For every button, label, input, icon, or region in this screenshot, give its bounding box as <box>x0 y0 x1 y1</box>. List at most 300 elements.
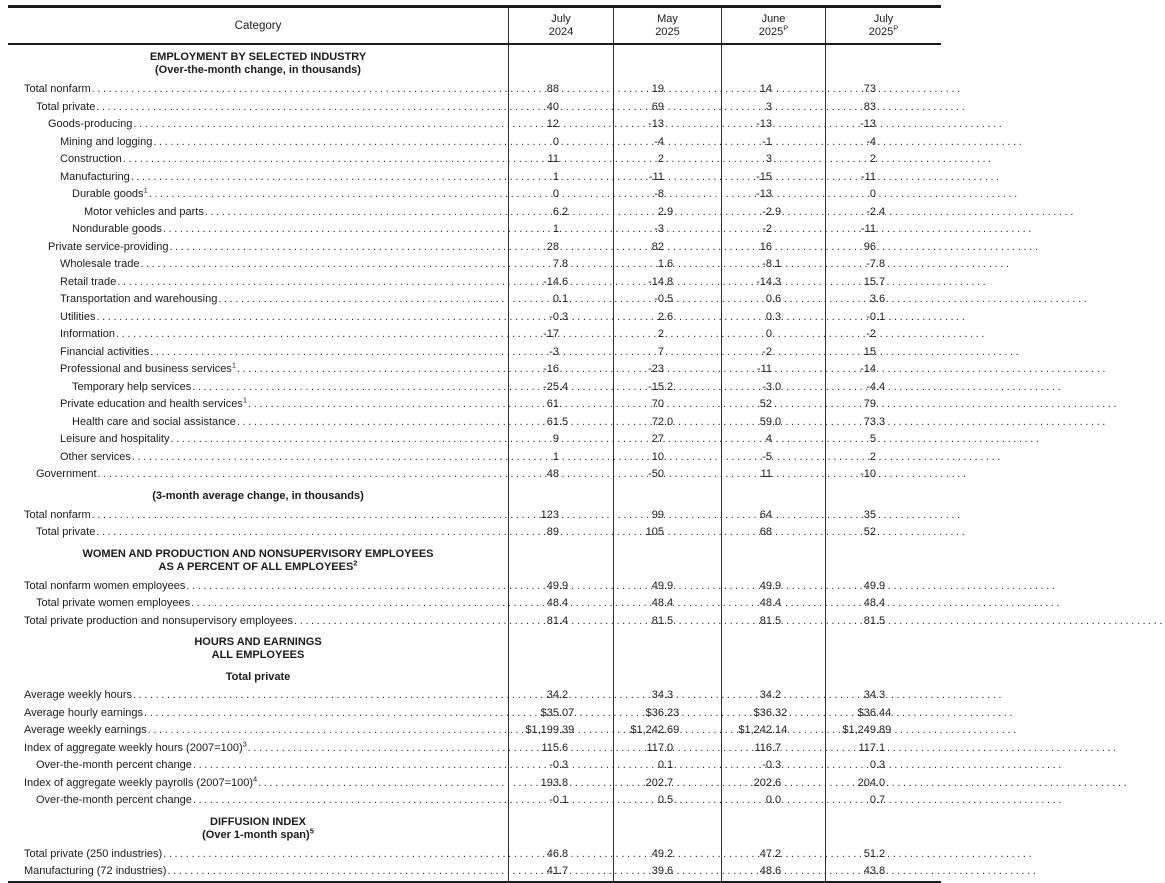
value-decimal-part: .2 <box>876 847 886 860</box>
value-cell <box>613 466 721 484</box>
row-label: Total private women employees <box>36 597 191 609</box>
row-label: Durable goods$^1$ <box>72 185 148 200</box>
value-cell <box>613 687 721 705</box>
period-column-header <box>721 8 825 43</box>
value-integer-part: 204 <box>857 776 876 789</box>
value-integer-part: 89 <box>546 526 559 538</box>
row-category-cell <box>8 578 508 596</box>
period-line1: June <box>761 13 786 25</box>
value-integer-part: 1 <box>552 223 559 235</box>
row-label: Other services <box>60 450 131 463</box>
row-category-cell <box>8 613 508 631</box>
value-cell <box>721 705 825 723</box>
value-integer-part: -2 <box>866 328 876 340</box>
section-heading-line: ALL EMPLOYEES <box>211 649 305 661</box>
row-label: Utilities <box>60 310 96 323</box>
table-body <box>8 45 941 881</box>
value-cell <box>613 45 721 81</box>
value-cell <box>613 810 721 846</box>
value-decimal-part: .4 <box>559 597 569 609</box>
row-label: Total private (250 industries) <box>24 847 163 860</box>
value-integer-part: 61 <box>546 398 559 410</box>
period-column-header <box>825 8 941 43</box>
footnote-marker: 3 <box>242 738 247 748</box>
row-category-cell <box>8 274 508 292</box>
row-category-cell <box>8 291 508 309</box>
value-integer-part: 193 <box>540 776 559 789</box>
value-integer-part: 11 <box>760 468 772 480</box>
value-decimal-part: .4 <box>876 205 886 218</box>
section-heading-row <box>8 542 941 578</box>
value-cell <box>825 722 941 740</box>
row-category-cell <box>8 396 508 414</box>
row-label: Health care and social assistance <box>72 415 236 428</box>
value-integer-part: 70 <box>651 398 664 410</box>
value-decimal-part: .6 <box>559 275 569 288</box>
value-cell <box>613 775 721 793</box>
value-cell <box>721 169 825 187</box>
value-cell <box>721 256 825 274</box>
value-cell <box>721 221 825 239</box>
value-decimal-part: .44 <box>876 706 892 719</box>
value-cell <box>613 542 721 578</box>
value-cell <box>613 414 721 432</box>
value-integer-part: 48 <box>651 597 664 609</box>
value-decimal-part: .6 <box>664 258 674 270</box>
value-decimal-part: .9 <box>876 579 886 592</box>
footnote-marker: P <box>893 22 899 32</box>
value-integer-part: 46 <box>546 847 559 860</box>
value-cell <box>613 757 721 775</box>
value-integer-part: -1 <box>762 135 772 148</box>
period-line2: 2024 <box>548 25 574 38</box>
value-cell <box>721 326 825 344</box>
value-integer-part: 47 <box>759 847 772 860</box>
value-cell <box>825 431 941 449</box>
value-cell <box>613 507 721 525</box>
value-integer-part: 105 <box>645 526 664 538</box>
value-cell <box>721 431 825 449</box>
row-category-cell <box>8 757 508 775</box>
value-cell <box>508 99 613 117</box>
table-row <box>8 291 941 309</box>
value-cell <box>721 542 825 578</box>
value-decimal-part: .5 <box>664 614 674 627</box>
value-integer-part: -14 <box>860 363 876 375</box>
value-integer-part: 3 <box>765 100 772 113</box>
value-decimal-part: .4 <box>664 597 674 609</box>
value-cell <box>825 524 941 542</box>
value-decimal-part: .5 <box>876 614 886 627</box>
value-cell <box>825 186 941 204</box>
value-integer-part: -13 <box>756 188 772 200</box>
value-integer-part: -14 <box>756 275 772 288</box>
value-cell <box>825 542 941 578</box>
value-decimal-part: .2 <box>664 847 674 860</box>
value-integer-part: 35 <box>863 508 876 521</box>
table-row <box>8 274 941 292</box>
table-row <box>8 846 941 864</box>
value-decimal-part: .9 <box>664 205 674 218</box>
value-cell <box>613 291 721 309</box>
value-cell <box>721 414 825 432</box>
value-integer-part: 12 <box>546 118 559 130</box>
value-integer-part: 82 <box>651 240 664 253</box>
value-decimal-part: .1 <box>559 794 569 806</box>
value-decimal-part: .5 <box>664 794 674 806</box>
value-decimal-part: .39 <box>559 724 575 736</box>
table-row <box>8 361 941 379</box>
value-integer-part: -4 <box>866 380 876 393</box>
row-label: Government <box>36 468 97 480</box>
value-cell <box>721 45 825 81</box>
value-cell <box>508 775 613 793</box>
table-row <box>8 186 941 204</box>
table-row <box>8 792 941 810</box>
value-integer-part: -4 <box>654 135 664 148</box>
row-label: Total nonfarm women employees <box>24 579 186 592</box>
value-integer-part: 2 <box>657 205 664 218</box>
section-heading-line: EMPLOYMENT BY SELECTED INDUSTRY <box>149 51 367 63</box>
value-cell <box>508 379 613 397</box>
section-heading-line: (Over-the-month change, in thousands) <box>155 64 361 76</box>
value-cell <box>613 484 721 507</box>
value-integer-part: 117 <box>858 741 876 754</box>
value-decimal-part: .7 <box>876 275 886 288</box>
value-integer-part: -14 <box>543 275 559 288</box>
value-cell <box>721 449 825 467</box>
row-label: Temporary help services <box>72 380 192 393</box>
value-integer-part: 0 <box>765 328 772 340</box>
table-row <box>8 705 941 723</box>
value-cell <box>613 722 721 740</box>
value-integer-part: $36 <box>645 706 664 719</box>
row-category-cell <box>8 134 508 152</box>
table-row <box>8 204 941 222</box>
value-cell <box>825 326 941 344</box>
value-cell <box>613 134 721 152</box>
value-decimal-part: .7 <box>772 741 782 754</box>
value-integer-part: 52 <box>863 526 876 538</box>
value-integer-part: 7 <box>552 258 559 270</box>
table-row <box>8 256 941 274</box>
value-cell <box>721 379 825 397</box>
value-integer-part: $1,242 <box>738 724 772 736</box>
value-decimal-part: .3 <box>876 759 886 771</box>
period-line1: July <box>551 13 571 25</box>
table-row <box>8 449 941 467</box>
value-cell <box>613 116 721 134</box>
table-row <box>8 151 941 169</box>
value-integer-part: 6 <box>552 205 559 218</box>
value-decimal-part: .0 <box>772 415 782 428</box>
value-cell <box>721 99 825 117</box>
row-label: Financial activities <box>60 345 150 358</box>
value-cell <box>721 524 825 542</box>
value-integer-part: 40 <box>546 100 559 113</box>
row-label: Mining and logging <box>60 135 153 148</box>
value-cell <box>613 524 721 542</box>
value-cell <box>508 204 613 222</box>
row-category-cell <box>8 326 508 344</box>
value-cell <box>825 414 941 432</box>
value-cell <box>508 291 613 309</box>
value-cell <box>721 757 825 775</box>
value-cell <box>613 431 721 449</box>
row-label: Total private <box>36 100 96 113</box>
value-integer-part: 0 <box>765 293 772 305</box>
value-cell <box>825 239 941 257</box>
value-cell <box>721 396 825 414</box>
value-cell <box>825 595 941 613</box>
value-cell <box>721 344 825 362</box>
section-heading <box>8 542 508 578</box>
value-decimal-part: .6 <box>772 776 782 789</box>
value-integer-part: 14 <box>759 83 772 95</box>
table-row <box>8 740 941 758</box>
value-integer-part: 61 <box>546 415 559 428</box>
value-cell <box>508 116 613 134</box>
table-row <box>8 524 941 542</box>
table-row <box>8 379 941 397</box>
section-heading <box>8 630 508 666</box>
value-decimal-part: .7 <box>559 865 569 877</box>
value-decimal-part: .23 <box>664 706 680 719</box>
value-integer-part: 19 <box>651 83 664 95</box>
value-decimal-part: .3 <box>876 689 886 701</box>
row-category-cell <box>8 151 508 169</box>
value-integer-part: 81 <box>759 614 772 627</box>
table-row <box>8 81 941 99</box>
value-cell <box>825 578 941 596</box>
row-label: Average hourly earnings <box>24 706 144 719</box>
value-cell <box>508 151 613 169</box>
value-cell <box>508 846 613 864</box>
row-label: Manufacturing (72 industries) <box>24 865 167 877</box>
value-cell <box>721 630 825 666</box>
value-cell <box>508 578 613 596</box>
value-integer-part: -13 <box>860 118 876 130</box>
value-integer-part: 69 <box>651 100 664 113</box>
value-cell <box>508 613 613 631</box>
value-integer-part: 0 <box>552 188 559 200</box>
section-heading <box>8 484 508 507</box>
value-cell <box>825 810 941 846</box>
section-heading-row <box>8 45 941 81</box>
value-decimal-part: .14 <box>772 724 788 736</box>
value-cell <box>825 379 941 397</box>
footnote-marker: 1 <box>242 395 248 405</box>
value-cell <box>508 630 613 666</box>
value-cell <box>721 204 825 222</box>
row-category-cell <box>8 379 508 397</box>
row-category-cell <box>8 186 508 204</box>
value-integer-part: -3 <box>549 345 559 358</box>
value-cell <box>825 757 941 775</box>
value-integer-part: $1,199 <box>525 724 559 736</box>
row-label: Average weekly earnings <box>24 724 147 736</box>
value-decimal-part: .0 <box>876 776 886 789</box>
value-integer-part: -3 <box>654 223 664 235</box>
value-integer-part: 2 <box>657 310 664 323</box>
table-row <box>8 134 941 152</box>
row-label: Total private <box>36 526 96 538</box>
value-integer-part: -8 <box>762 258 772 270</box>
value-cell <box>721 361 825 379</box>
value-integer-part: 48 <box>863 597 876 609</box>
section-heading <box>8 810 508 846</box>
table-row <box>8 466 941 484</box>
value-cell <box>825 274 941 292</box>
row-category-cell <box>8 595 508 613</box>
value-cell <box>613 379 721 397</box>
value-integer-part: 202 <box>645 776 664 789</box>
value-cell <box>825 863 941 881</box>
value-decimal-part: .8 <box>559 776 569 789</box>
value-decimal-part: .3 <box>772 275 782 288</box>
value-cell <box>508 542 613 578</box>
value-decimal-part: .2 <box>772 847 782 860</box>
value-decimal-part: .7 <box>664 776 674 789</box>
value-cell <box>721 309 825 327</box>
value-integer-part: 41 <box>546 865 559 877</box>
value-cell <box>613 186 721 204</box>
value-integer-part: 202 <box>753 776 772 789</box>
value-cell <box>508 81 613 99</box>
value-cell <box>825 792 941 810</box>
value-integer-part: -7 <box>866 258 876 270</box>
value-cell <box>508 722 613 740</box>
value-decimal-part: .6 <box>876 293 886 305</box>
value-cell <box>508 792 613 810</box>
row-category-cell <box>8 792 508 810</box>
value-integer-part: 72 <box>651 415 664 428</box>
footnote-marker: 5 <box>309 825 314 835</box>
value-integer-part: -2 <box>762 345 772 358</box>
value-decimal-part: .5 <box>772 614 782 627</box>
value-integer-part: -17 <box>543 328 559 340</box>
value-decimal-part: .8 <box>876 258 886 270</box>
value-decimal-part: .5 <box>559 415 569 428</box>
table-row <box>8 595 941 613</box>
value-cell <box>825 466 941 484</box>
row-label: Motor vehicles and parts <box>84 205 204 218</box>
value-cell <box>508 326 613 344</box>
row-label: Transportation and warehousing <box>60 293 218 305</box>
value-cell <box>825 449 941 467</box>
value-integer-part: 123 <box>540 508 559 521</box>
value-cell <box>613 846 721 864</box>
value-integer-part: 0 <box>552 293 559 305</box>
value-integer-part: 49 <box>863 579 876 592</box>
value-decimal-part: .7 <box>876 794 886 806</box>
row-category-cell <box>8 524 508 542</box>
period-column-header <box>613 8 721 43</box>
section-heading-line: HOURS AND EARNINGS <box>194 636 322 648</box>
table-row <box>8 613 941 631</box>
value-integer-part: 0 <box>765 794 772 806</box>
value-integer-part: 0 <box>657 759 664 771</box>
value-cell <box>613 344 721 362</box>
value-integer-part: 96 <box>863 240 876 253</box>
value-decimal-part: .2 <box>559 689 569 701</box>
value-integer-part: -15 <box>756 170 772 183</box>
value-cell <box>508 396 613 414</box>
value-decimal-part: .6 <box>772 293 782 305</box>
value-cell <box>508 221 613 239</box>
value-integer-part: 34 <box>651 689 664 701</box>
value-cell <box>508 863 613 881</box>
value-integer-part: 83 <box>863 100 876 113</box>
value-decimal-part: .6 <box>559 741 569 754</box>
value-cell <box>825 256 941 274</box>
period-line2: 2025 <box>655 25 680 38</box>
section-heading-line: (3-month average change, in thousands) <box>152 489 364 502</box>
value-decimal-part: .9 <box>664 579 674 592</box>
value-decimal-part: .89 <box>876 724 892 736</box>
value-decimal-part: .8 <box>876 865 886 877</box>
value-integer-part: 115 <box>541 741 559 754</box>
value-integer-part: -13 <box>756 118 772 130</box>
value-cell <box>825 740 941 758</box>
value-cell <box>825 151 941 169</box>
value-decimal-part: .1 <box>664 759 674 771</box>
value-integer-part: 48 <box>546 468 559 480</box>
value-integer-part: $1,242 <box>630 724 664 736</box>
value-decimal-part: .32 <box>772 706 788 719</box>
value-cell <box>825 846 941 864</box>
table-row <box>8 687 941 705</box>
value-decimal-part: .07 <box>559 706 575 719</box>
row-label: Over-the-month percent change <box>36 794 192 806</box>
value-cell <box>825 221 941 239</box>
row-label: Information <box>60 328 116 340</box>
value-integer-part: -5 <box>762 450 772 463</box>
value-integer-part: 0 <box>869 188 876 200</box>
section-heading-row <box>8 810 941 846</box>
value-integer-part: 9 <box>552 433 559 445</box>
employment-summary-table <box>8 5 941 883</box>
value-cell <box>825 507 941 525</box>
value-cell <box>721 239 825 257</box>
row-label: Construction <box>60 153 122 165</box>
value-decimal-part: .9 <box>559 579 569 592</box>
row-label: Total nonfarm <box>24 508 91 521</box>
section-heading <box>8 45 508 81</box>
table-row <box>8 722 941 740</box>
value-decimal-part: .8 <box>664 275 674 288</box>
value-integer-part: 3 <box>765 153 772 165</box>
value-integer-part: 1 <box>657 258 664 270</box>
value-decimal-part: .0 <box>772 794 782 806</box>
footnote-marker: 1 <box>143 185 148 195</box>
value-integer-part: 49 <box>651 579 664 592</box>
value-integer-part: $35 <box>540 706 559 719</box>
value-cell <box>825 204 941 222</box>
value-integer-part: 117 <box>646 741 664 754</box>
value-integer-part: -0 <box>549 759 559 771</box>
value-integer-part: 28 <box>546 240 559 253</box>
value-integer-part: 39 <box>651 865 664 877</box>
value-integer-part: -11 <box>648 170 664 183</box>
value-integer-part: $36 <box>857 706 876 719</box>
value-decimal-part: .0 <box>772 380 782 393</box>
footnote-marker: 1 <box>231 360 236 370</box>
value-cell <box>613 630 721 666</box>
value-cell <box>508 595 613 613</box>
value-cell <box>721 291 825 309</box>
value-integer-part: 2 <box>869 153 876 165</box>
